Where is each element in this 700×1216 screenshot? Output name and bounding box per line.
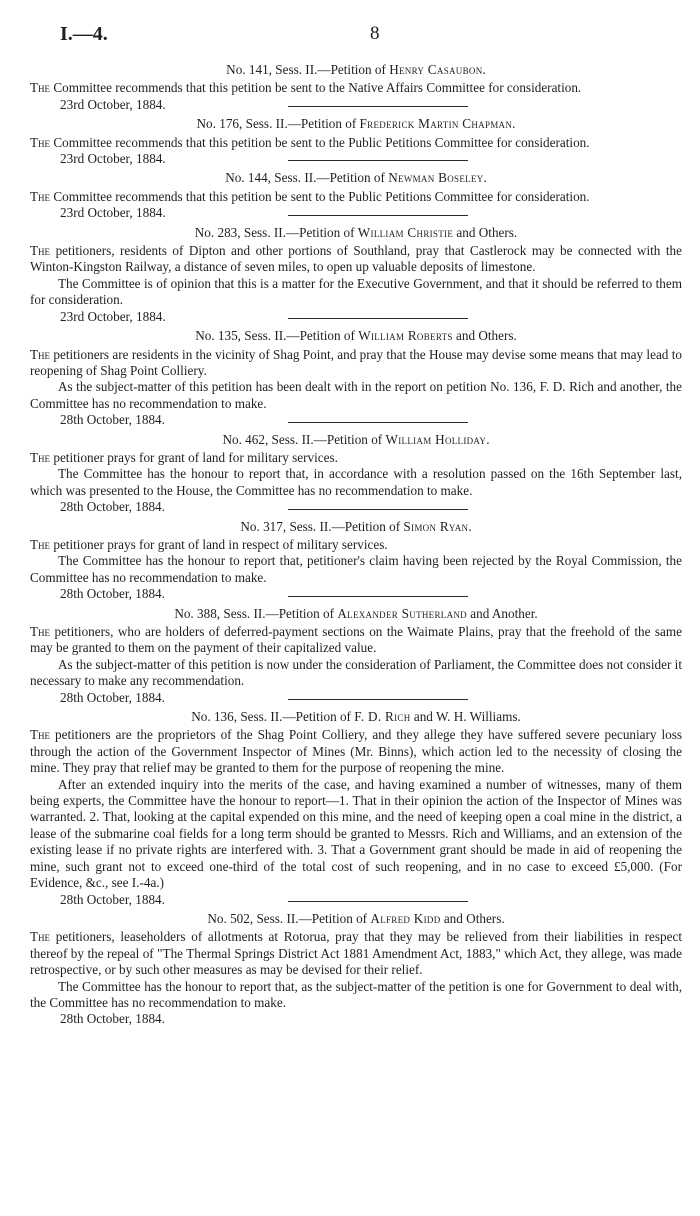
petition-summary [30,243,682,276]
petition-number: No. 176, Sess. II.—Petition of [196,116,360,132]
paragraph-lead-word: The [30,80,51,96]
petition-summary [30,624,682,657]
petition-summary [30,537,682,553]
report-date: 28th October, 1884. [60,412,165,428]
paragraph-lead-word: The [30,346,51,362]
page-number: 8 [370,23,380,44]
petition-heading-suffix: and Others. [452,328,517,344]
paragraph-text: petitioners, who are holders of deferred-payment sections on the Waimate Plains, pray that the freehold of the same may be granted to them on the payment of their capitalized value. [30,624,682,656]
paragraph-text: The Committee has the honour to report that, in accordance with a resolution passed on the 16th September last, which was presented to the House, the Committee has no recommendation to make. [30,466,682,498]
petition-entry [30,709,682,907]
section-divider [288,422,468,423]
petition-heading [30,170,682,186]
report-date: 28th October, 1884. [60,891,165,907]
paragraph-text: After an extended inquiry into the merits of the case, and having examined a number of witnesses, many of them being experts, the Committee have the honour to report—1. That in their opinion the action of the Inspector of Mines was warranted. 2. That, looking at the capital expended on this mine, and the need of keeping open a coal mine in the district, a lease of the submarine coal fields for a long term should be granted to Messrs. Rich and Williams, and an extension of the existing lease if no private rights are interfered with. 3. That a Government grant should be made in aid of reopening the mine, such grant not to exceed one-third of the total cost of such reopening, and in no case to exceed £5,000. (For Evidence, &c., see I.-4a.) [30,776,682,891]
report-date: 28th October, 1884. [60,586,165,602]
report-date: 23rd October, 1884. [60,308,166,324]
paragraph-text: The Committee has the honour to report that, petitioner's claim having been rejected by the Royal Commission, the Committee has no recommendation to make. [30,553,682,585]
petition-heading [30,606,682,622]
paragraph-text: As the subject-matter of this petition has been dealt with in the report on petition No. 136, F. D. Rich and another, the Committee has no recommendation to make. [30,379,682,411]
committee-report [30,466,682,499]
paragraph-lead-word: The [30,243,51,259]
section-divider [288,901,468,902]
paragraph-lead-word: The [30,536,51,552]
paragraph-text: Committee recommends that this petition be sent to the Public Petitions Committee for consideration. [50,188,590,204]
section-divider [288,215,468,216]
petition-heading-suffix: . [486,431,490,447]
petition-entry [30,431,682,515]
petitioner-name: William Christie [357,224,454,240]
paragraph-text: petitioners are the proprietors of the Shag Point Colliery, and they allege they have suffered severe pecuniary loss through the action of the Government Inspector of Mines (Mr. Binns), which action led to the necessity of closing the mine. They pray that relief may be granted to them for the purpose of reopening the mine. [30,727,682,776]
petition-entry [30,328,682,428]
petition-heading [30,519,682,535]
paragraph-text: The Committee is of opinion that this is a matter for the Executive Government, and that it should be referred to them for consideration. [30,275,682,308]
petition-number: No. 141, Sess. II.—Petition of [226,62,390,77]
petition-entry [30,62,682,112]
paragraph-text: petitioner prays for grant of land for military services. [50,449,338,465]
committee-report [30,276,682,309]
petition-heading-suffix: and Others. [440,910,505,926]
committee-report [30,979,682,1012]
report-date: 28th October, 1884. [60,1011,165,1027]
petition-heading [30,116,682,132]
petition-entry [30,224,682,324]
paragraph-lead-word: The [30,929,51,945]
petition-entry [30,116,682,167]
page-header [30,0,682,62]
petition-entry [30,518,682,602]
report-date: 23rd October, 1884. [60,151,166,167]
paragraph-text: petitioners are residents in the vicinity of Shag Point, and pray that the House may devise some means that may lead to reopening of Shag Point Colliery. [30,346,682,378]
petition-number: No. 135, Sess. II.—Petition of [195,328,359,344]
paragraph-lead-word: The [30,624,51,639]
document-reference: I.—4. [60,23,108,45]
paragraph-text: Committee recommends that this petition be sent to the Public Petitions Committee for consideration. [50,134,590,150]
paragraph-text: petitioners, residents of Dipton and other portions of Southland, pray that Castlerock may be connected with the Winton-Kingston Railway, a distance of seven miles, to open up valuable deposits of limestone. [30,243,682,275]
petition-heading-suffix: . [482,62,486,77]
petitioner-name: F. D. Rich [354,709,411,725]
paragraph-lead-word: The [30,727,51,743]
paragraph-text: petitioners, leaseholders of allotments at Rotorua, pray that they may be relieved from their liabilities in respect thereof by the repeal of "The Thermal Springs District Act 1881 Amendment Act, 1883," which Act, they allege, was made retrospective, or by such other measures as may be devised for their relief. [30,929,682,978]
petition-heading-suffix: . [512,116,516,132]
committee-report [30,553,682,586]
petition-heading [30,328,682,344]
paragraph-lead-word: The [30,449,51,465]
petition-summary [30,347,682,380]
paragraph-text: As the subject-matter of this petition is now under the consideration of Parliament, the Committee does not consider it necessary to make any recommendation. [30,656,682,689]
committee-report [30,777,682,892]
petition-summary [30,135,682,151]
paragraph-lead-word: The [30,134,51,150]
report-date: 28th October, 1884. [60,499,165,515]
paragraph-lead-word: The [30,188,51,204]
petition-number: No. 502, Sess. II.—Petition of [207,910,371,926]
petitioner-name: Newman Boseley [388,170,484,186]
paragraph-text: Committee recommends that this petition be sent to the Native Affairs Committee for consideration. [50,80,582,96]
petition-number: No. 144, Sess. II.—Petition of [225,170,389,186]
petition-heading [30,62,682,78]
section-divider [288,106,468,107]
petition-heading-suffix: and W. H. Williams. [410,709,521,725]
petitioner-name: Alexander Sutherland [337,605,467,621]
petitioner-name: William Holliday [385,431,487,447]
petition-heading-suffix: and Another. [466,605,538,621]
petition-summary [30,450,682,466]
report-date: 28th October, 1884. [60,689,165,705]
petitioner-name: Henry Casaubon [389,62,483,77]
report-date: 23rd October, 1884. [60,205,166,221]
petition-list [30,62,682,1028]
petition-summary [30,727,682,776]
petition-number: No. 388, Sess. II.—Petition of [174,605,338,621]
petition-number: No. 462, Sess. II.—Petition of [222,431,386,447]
paragraph-text: The Committee has the honour to report that, as the subject-matter of the petition is one for Government to deal with, the Committee has no recommendation to make. [30,978,682,1010]
petition-number: No. 317, Sess. II.—Petition of [240,518,404,534]
report-date: 23rd October, 1884. [60,96,166,112]
petition-entry [30,605,682,705]
section-divider [288,509,468,510]
petition-summary [30,929,682,978]
petition-heading [30,432,682,448]
petitioner-name: Alfred Kidd [370,910,441,926]
paragraph-text: petitioner prays for grant of land in respect of military services. [50,536,388,552]
petition-number: No. 283, Sess. II.—Petition of [194,224,358,240]
petition-entry [30,911,682,1028]
petition-heading-suffix: . [483,170,487,186]
petition-heading [30,709,682,725]
committee-report [30,379,682,412]
section-divider [288,160,468,161]
petition-summary [30,80,682,96]
petition-number: No. 136, Sess. II.—Petition of [191,709,355,725]
section-divider [288,596,468,597]
petitioner-name: William Roberts [358,328,453,344]
petition-entry [30,170,682,221]
petition-heading-suffix: . [468,518,472,534]
section-divider [288,318,468,319]
petitioner-name: Simon Ryan [403,518,469,534]
section-divider [288,699,468,700]
petitioner-name: Frederick Martin Chapman [359,116,513,132]
petition-summary [30,189,682,205]
committee-report [30,657,682,690]
petition-heading [30,911,682,927]
petition-heading [30,225,682,241]
petition-heading-suffix: and Others. [453,224,518,240]
